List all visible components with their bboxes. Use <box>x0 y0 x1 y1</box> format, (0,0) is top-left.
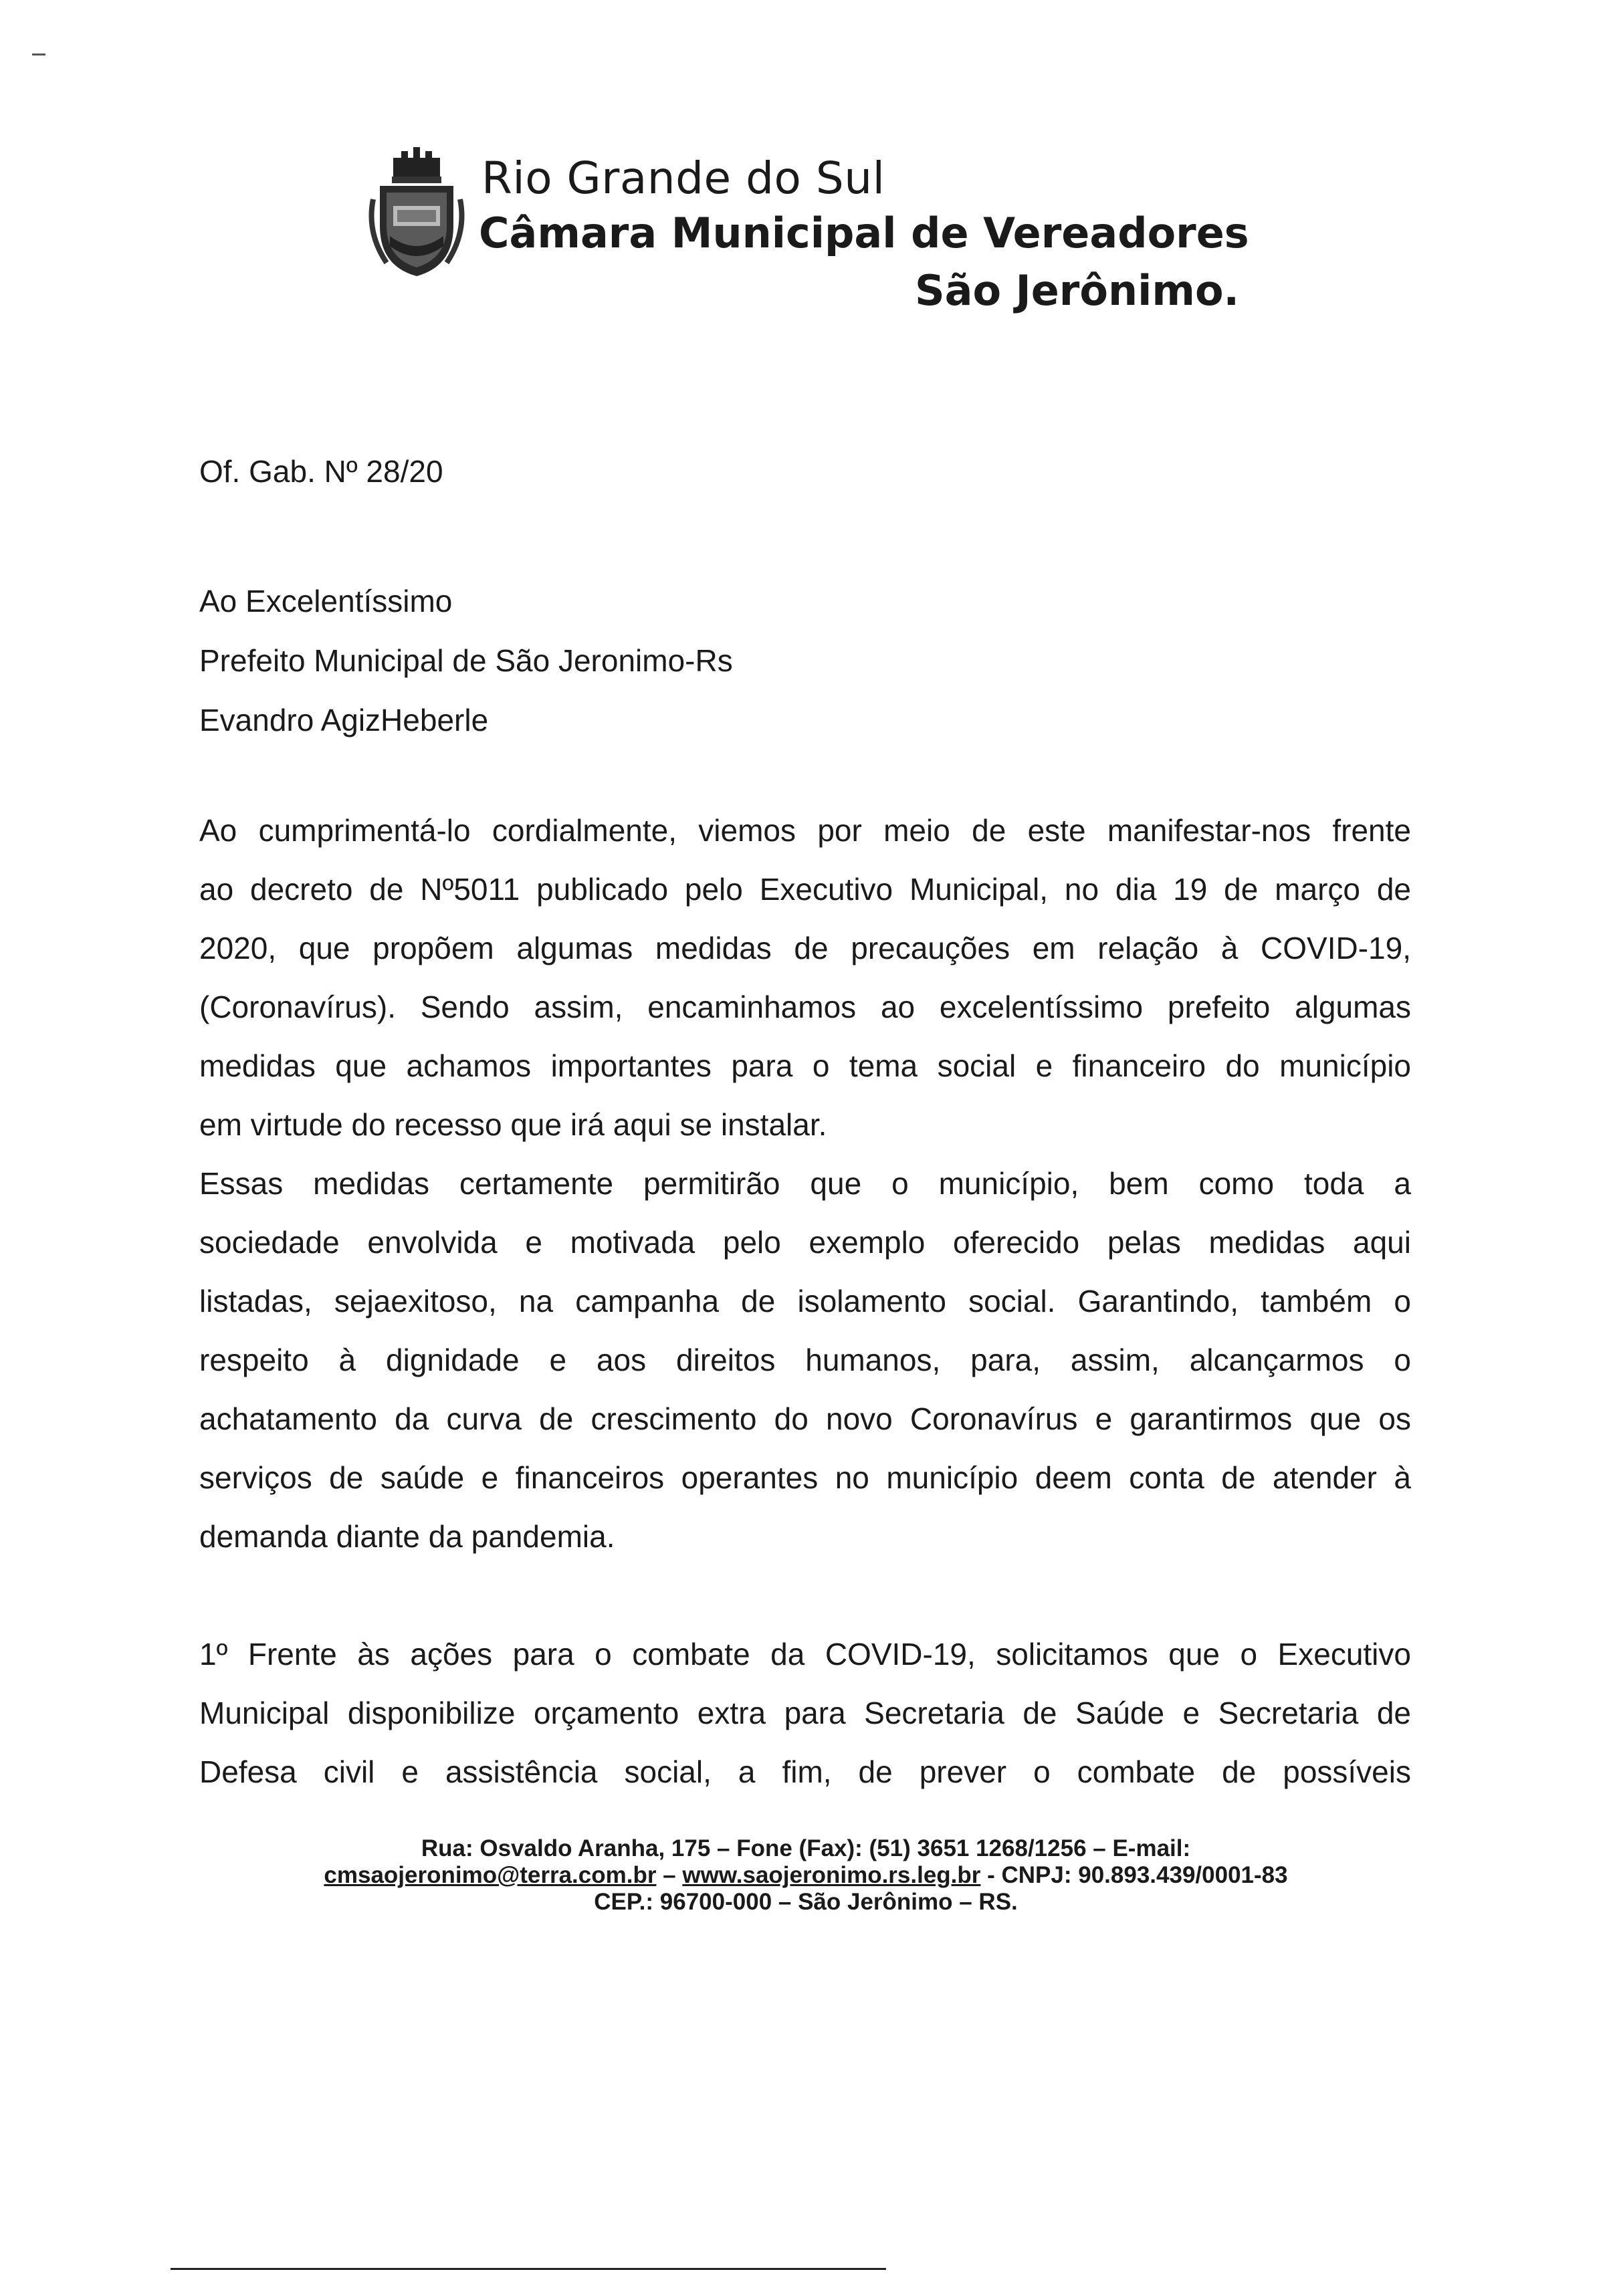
letterhead-footer <box>201 1835 1411 1916</box>
header-chamber: Câmara Municipal de Vereadores <box>479 209 1249 257</box>
paragraph-request-1 <box>199 1625 1411 1801</box>
bottom-divider <box>171 2268 886 2270</box>
text-line: respeito à dignidade e aos direitos humanos, para, assim, alcançarmos o <box>199 1343 1411 1377</box>
footer-postal: CEP.: 96700-000 – São Jerônimo – RS. <box>594 1889 1018 1915</box>
text-line: achatamento da curva de crescimento do novo Coronavírus e garantirmos que os <box>199 1401 1411 1436</box>
text-line: sociedade envolvida e motivada pelo exemplo oferecido pelas medidas aqui <box>199 1225 1411 1260</box>
header-state: Rio Grande do Sul <box>481 152 885 204</box>
text-line: medidas que achamos importantes para o tema social e financeiro do município <box>199 1048 1411 1083</box>
text-line: Municipal disponibilize orçamento extra para Secretaria de Saúde e Secretaria de <box>199 1696 1411 1730</box>
footer-separator: – <box>656 1862 683 1888</box>
scan-mark <box>32 53 45 55</box>
text-line: ao decreto de Nº5011 publicado pelo Executivo Municipal, no dia 19 de março de <box>199 872 1411 907</box>
text-line: (Coronavírus). Sendo assim, encaminhamos ao excelentíssimo prefeito algumas <box>199 990 1411 1024</box>
addressee-name: Evandro AgizHeberle <box>199 703 489 737</box>
text-line: 1º Frente às ações para o combate da COVID-19, solicitamos que o Executivo <box>199 1637 1411 1672</box>
text-line: 2020, que propõem algumas medidas de precauções em relação à COVID-19, <box>199 931 1411 965</box>
header-city: São Jerônimo. <box>915 266 1240 315</box>
text-line: Essas medidas certamente permitirão que o município, bem como toda a <box>199 1166 1411 1201</box>
text-line: listadas, sejaexitoso, na campanha de isolamento social. Garantindo, também o <box>199 1284 1411 1318</box>
text-line: demanda diante da pandemia. <box>199 1519 615 1554</box>
addressee-block <box>199 572 733 750</box>
text-line: Ao cumprimentá-lo cordialmente, viemos por meio de este manifestar-nos frente <box>199 813 1411 848</box>
addressee-role: Prefeito Municipal de São Jeronimo-Rs <box>199 643 733 678</box>
footer-address: Rua: Osvaldo Aranha, 175 – Fone (Fax): (51) 3651 1268/1256 – E-mail: <box>421 1835 1191 1861</box>
paragraph-intro <box>199 801 1411 1154</box>
office-reference: Of. Gab. Nº 28/20 <box>199 454 443 489</box>
footer-website-link[interactable]: www.saojeronimo.rs.leg.br <box>682 1862 981 1888</box>
text-line: serviços de saúde e financeiros operantes no município deem conta de atender à <box>199 1460 1411 1495</box>
footer-contact-line <box>201 1862 1411 1889</box>
footer-cnpj: - CNPJ: 90.893.439/0001-83 <box>980 1862 1288 1888</box>
text-line: em virtude do recesso que irá aqui se instalar. <box>199 1107 827 1142</box>
text-line: Defesa civil e assistência social, a fim, de prever o combate de possíveis <box>199 1754 1411 1789</box>
paragraph-measures <box>199 1154 1411 1566</box>
addressee-title: Ao Excelentíssimo <box>199 584 453 618</box>
footer-email-link[interactable]: cmsaojeronimo@terra.com.br <box>324 1862 657 1888</box>
municipal-crest-icon <box>366 139 467 279</box>
